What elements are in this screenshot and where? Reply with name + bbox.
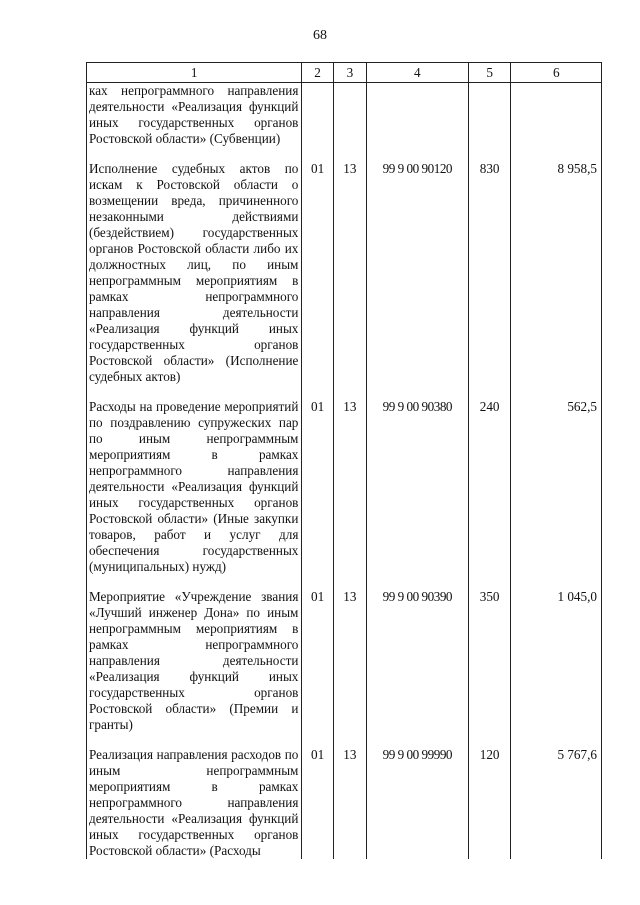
row-expense-type: 350 — [468, 589, 511, 733]
table-row — [87, 589, 602, 733]
row-description: Исполнение судебных актов по искам к Ростовской области о возмещении вреда, причиненного незаконными действиями (бездействием) государственных органов Ростовской области либо их должностных лиц, по иным непрограммным мероприятиям в рамках непрограммного направления деятельности «Реализация функций иных государственных органов Ростовской области» (Исполнение судебных актов) — [87, 161, 302, 385]
row-target-article: 99 9 00 90390 — [366, 589, 468, 733]
row-target-article: 99 9 00 90380 — [366, 399, 468, 575]
table-row — [87, 399, 602, 575]
row-amount — [511, 83, 602, 148]
header-col-6: 6 — [511, 63, 602, 83]
row-section: 01 — [302, 747, 333, 859]
row-target-article: 99 9 00 90120 — [366, 161, 468, 385]
row-expense-type: 830 — [468, 161, 511, 385]
row-section: 01 — [302, 399, 333, 575]
row-amount: 1 045,0 — [511, 589, 602, 733]
row-expense-type: 120 — [468, 747, 511, 859]
table-row — [87, 83, 602, 148]
header-col-3: 3 — [333, 63, 366, 83]
row-subsection — [333, 83, 366, 148]
row-section: 01 — [302, 589, 333, 733]
row-spacer — [87, 733, 602, 747]
row-description: Мероприятие «Учреждение звания «Лучший инженер Дона» по иным непрограммным мероприятиям в рамках непрограммного направления деятельности «Реализация функций иных государственных органов Ростовской области» (Премии и гранты) — [87, 589, 302, 733]
header-col-2: 2 — [302, 63, 333, 83]
row-description: Реализация направления расходов по иным непрограммным мероприятиям в рамках непрограммного направления деятельности «Реализация функций иных государственных органов Ростовской области» (Расходы — [87, 747, 302, 859]
header-col-1: 1 — [87, 63, 302, 83]
header-col-4: 4 — [366, 63, 468, 83]
table-row — [87, 747, 602, 859]
page-number: 68 — [313, 28, 327, 43]
row-expense-type — [468, 83, 511, 148]
row-description: Расходы на проведение мероприятий по поздравлению супружеских пар по иным непрограммным мероприятиям в рамках непрограммного направления деятельности «Реализация функций иных государственных органов Ростовской области» (Иные закупки товаров, работ и услуг для обеспечения государственных (муниципальных) нужд) — [87, 399, 302, 575]
row-subsection: 13 — [333, 747, 366, 859]
row-description: ках непрограммного направления деятельности «Реализация функций иных государственных органов Ростовской области» (Субвенции) — [87, 83, 302, 148]
table-header — [87, 63, 602, 83]
header-col-5: 5 — [468, 63, 511, 83]
row-spacer — [87, 147, 602, 161]
row-target-article — [366, 83, 468, 148]
row-amount: 5 767,6 — [511, 747, 602, 859]
row-section: 01 — [302, 161, 333, 385]
row-subsection: 13 — [333, 589, 366, 733]
row-subsection: 13 — [333, 161, 366, 385]
table-row — [87, 161, 602, 385]
row-subsection: 13 — [333, 399, 366, 575]
row-expense-type: 240 — [468, 399, 511, 575]
row-spacer — [87, 575, 602, 589]
row-amount: 8 958,5 — [511, 161, 602, 385]
table-body — [87, 83, 602, 860]
header-row — [87, 63, 602, 83]
row-target-article: 99 9 00 99990 — [366, 747, 468, 859]
row-spacer — [87, 385, 602, 399]
row-amount: 562,5 — [511, 399, 602, 575]
row-section — [302, 83, 333, 148]
budget-table — [86, 62, 602, 859]
